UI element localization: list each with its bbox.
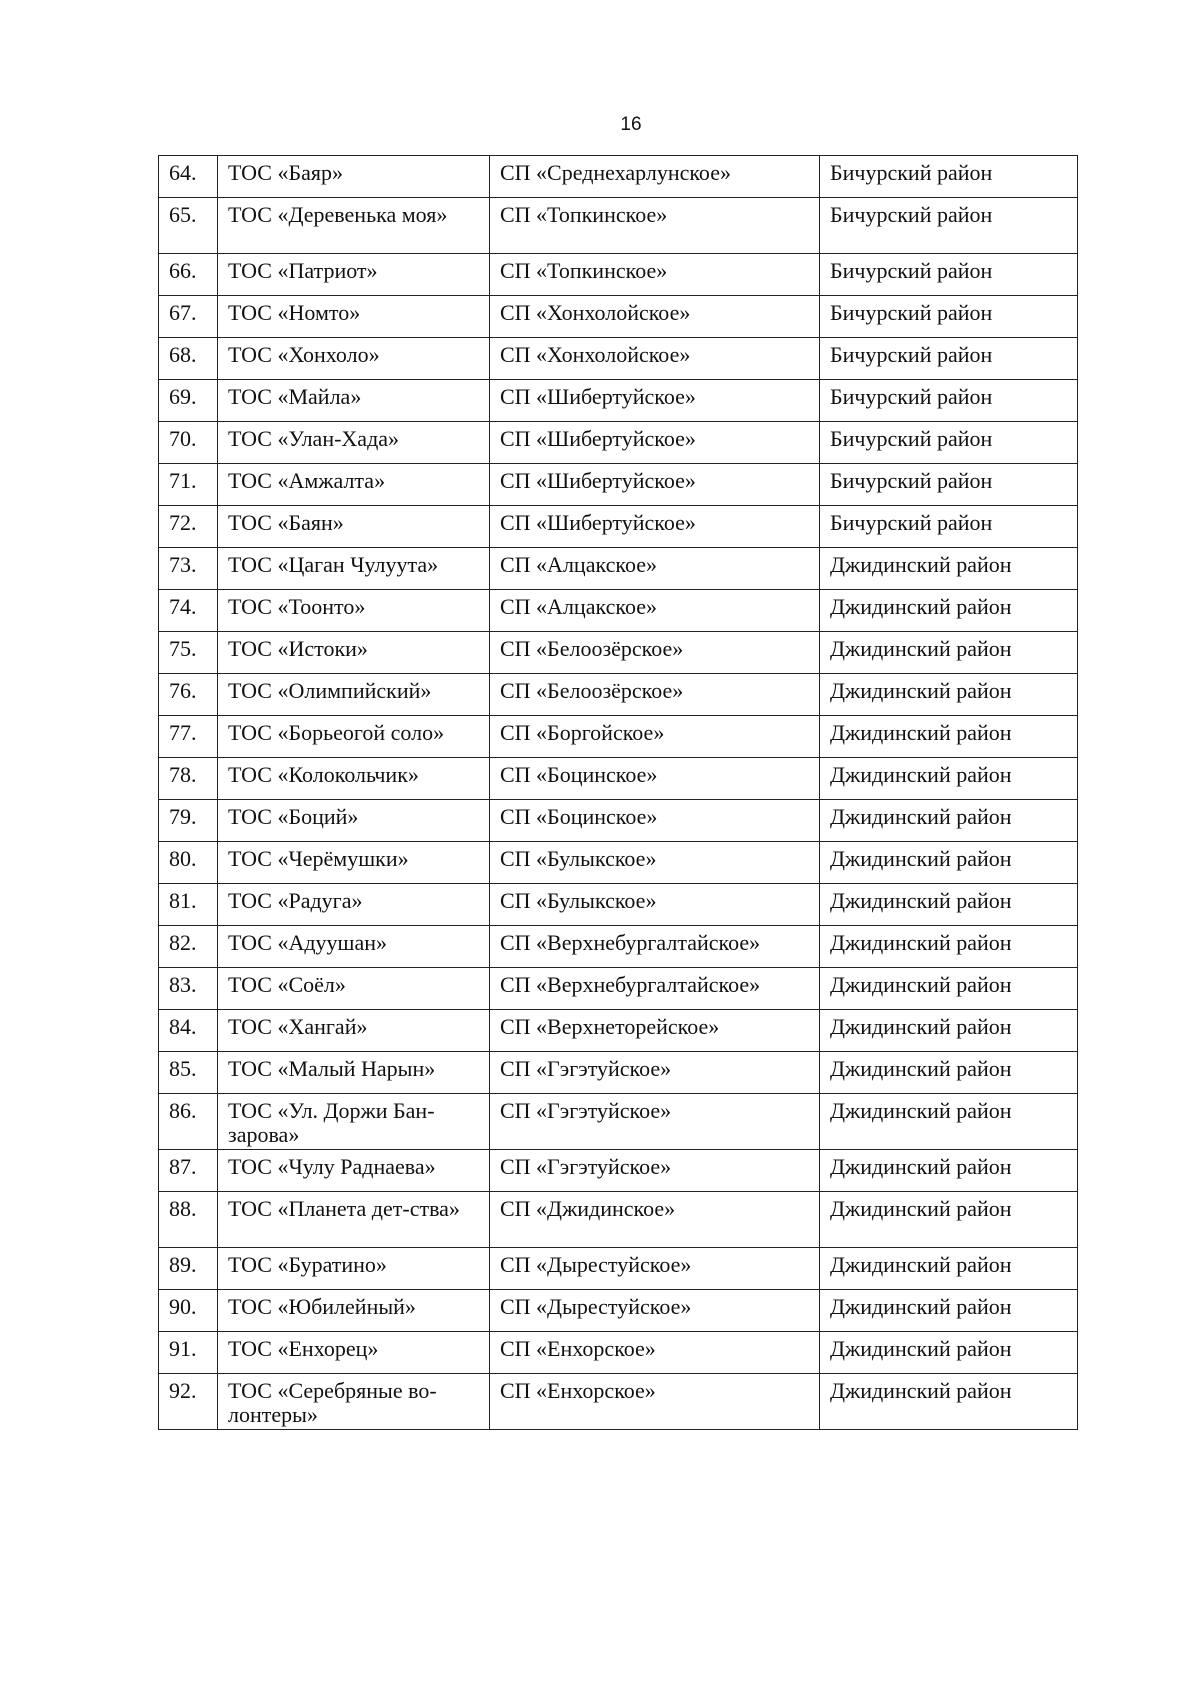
row-number: 83. xyxy=(159,968,218,1010)
settlement-name: СП «Хонхолойское» xyxy=(490,338,820,380)
row-number: 81. xyxy=(159,884,218,926)
tos-name: ТОС «Деревенька моя» xyxy=(218,198,490,254)
table-row xyxy=(159,758,1078,800)
district-name: Бичурский район xyxy=(820,254,1078,296)
row-number: 76. xyxy=(159,674,218,716)
district-name: Бичурский район xyxy=(820,296,1078,338)
tos-name: ТОС «Черёмушки» xyxy=(218,842,490,884)
district-name: Джидинский район xyxy=(820,1248,1078,1290)
settlement-name: СП «Белоозёрское» xyxy=(490,674,820,716)
row-number: 92. xyxy=(159,1374,218,1430)
table-row xyxy=(159,884,1078,926)
table-row xyxy=(159,380,1078,422)
settlement-name: СП «Шибертуйское» xyxy=(490,422,820,464)
district-name: Джидинский район xyxy=(820,800,1078,842)
row-number: 88. xyxy=(159,1192,218,1248)
settlement-name: СП «Среднехарлунское» xyxy=(490,156,820,198)
table-row xyxy=(159,1248,1078,1290)
district-name: Бичурский район xyxy=(820,506,1078,548)
tos-name: ТОС «Колокольчик» xyxy=(218,758,490,800)
district-name: Джидинский район xyxy=(820,1332,1078,1374)
district-name: Джидинский район xyxy=(820,1094,1078,1150)
settlement-name: СП «Боцинское» xyxy=(490,800,820,842)
district-name: Джидинский район xyxy=(820,842,1078,884)
district-name: Джидинский район xyxy=(820,884,1078,926)
row-number: 68. xyxy=(159,338,218,380)
tos-name: ТОС «Патриот» xyxy=(218,254,490,296)
tos-name: ТОС «Малый Нарын» xyxy=(218,1052,490,1094)
tos-name: ТОС «Баян» xyxy=(218,506,490,548)
district-name: Джидинский район xyxy=(820,590,1078,632)
district-name: Бичурский район xyxy=(820,338,1078,380)
settlement-name: СП «Боцинское» xyxy=(490,758,820,800)
table-row xyxy=(159,716,1078,758)
row-number: 70. xyxy=(159,422,218,464)
tos-name: ТОС «Истоки» xyxy=(218,632,490,674)
tos-name: ТОС «Адуушан» xyxy=(218,926,490,968)
tos-name: ТОС «Борьеогой соло» xyxy=(218,716,490,758)
row-number: 71. xyxy=(159,464,218,506)
table-row xyxy=(159,1332,1078,1374)
row-number: 67. xyxy=(159,296,218,338)
settlement-name: СП «Шибертуйское» xyxy=(490,464,820,506)
settlement-name: СП «Шибертуйское» xyxy=(490,380,820,422)
table-row xyxy=(159,968,1078,1010)
row-number: 66. xyxy=(159,254,218,296)
table-row xyxy=(159,254,1078,296)
table-row xyxy=(159,1094,1078,1150)
table-row xyxy=(159,198,1078,254)
settlement-name: СП «Дырестуйское» xyxy=(490,1248,820,1290)
settlement-name: СП «Енхорское» xyxy=(490,1332,820,1374)
tos-name: ТОС «Олимпийский» xyxy=(218,674,490,716)
table-row xyxy=(159,1150,1078,1192)
tos-name: ТОС «Тоонто» xyxy=(218,590,490,632)
settlement-name: СП «Топкинское» xyxy=(490,254,820,296)
district-name: Джидинский район xyxy=(820,1192,1078,1248)
tos-name: ТОС «Радуга» xyxy=(218,884,490,926)
settlement-name: СП «Алцакское» xyxy=(490,548,820,590)
settlement-name: СП «Джидинское» xyxy=(490,1192,820,1248)
row-number: 69. xyxy=(159,380,218,422)
district-name: Джидинский район xyxy=(820,1150,1078,1192)
settlement-name: СП «Боргойское» xyxy=(490,716,820,758)
row-number: 82. xyxy=(159,926,218,968)
district-name: Бичурский район xyxy=(820,156,1078,198)
tos-name: ТОС «Соёл» xyxy=(218,968,490,1010)
district-name: Джидинский район xyxy=(820,632,1078,674)
district-name: Джидинский район xyxy=(820,1052,1078,1094)
district-name: Бичурский район xyxy=(820,464,1078,506)
tos-name: ТОС «Амжалта» xyxy=(218,464,490,506)
settlement-name: СП «Верхнебургалтайское» xyxy=(490,926,820,968)
settlement-name: СП «Гэгэтуйское» xyxy=(490,1094,820,1150)
table-row xyxy=(159,464,1078,506)
row-number: 73. xyxy=(159,548,218,590)
table-row xyxy=(159,548,1078,590)
row-number: 65. xyxy=(159,198,218,254)
tos-name: ТОС «Ул. Доржи Бан-зарова» xyxy=(218,1094,490,1150)
table-row xyxy=(159,422,1078,464)
tos-name: ТОС «Енхорец» xyxy=(218,1332,490,1374)
district-name: Джидинский район xyxy=(820,968,1078,1010)
table-row xyxy=(159,1010,1078,1052)
row-number: 77. xyxy=(159,716,218,758)
settlement-name: СП «Белоозёрское» xyxy=(490,632,820,674)
district-name: Джидинский район xyxy=(820,926,1078,968)
tos-name: ТОС «Хонхоло» xyxy=(218,338,490,380)
district-name: Джидинский район xyxy=(820,1010,1078,1052)
district-name: Джидинский район xyxy=(820,548,1078,590)
settlement-name: СП «Енхорское» xyxy=(490,1374,820,1430)
row-number: 64. xyxy=(159,156,218,198)
row-number: 75. xyxy=(159,632,218,674)
row-number: 90. xyxy=(159,1290,218,1332)
row-number: 72. xyxy=(159,506,218,548)
table-row xyxy=(159,296,1078,338)
row-number: 91. xyxy=(159,1332,218,1374)
tos-name: ТОС «Баяр» xyxy=(218,156,490,198)
tos-name: ТОС «Цаган Чулуута» xyxy=(218,548,490,590)
settlement-name: СП «Булыкское» xyxy=(490,884,820,926)
settlement-name: СП «Дырестуйское» xyxy=(490,1290,820,1332)
tos-name: ТОС «Улан-Хада» xyxy=(218,422,490,464)
row-number: 74. xyxy=(159,590,218,632)
table-row xyxy=(159,926,1078,968)
settlement-name: СП «Гэгэтуйское» xyxy=(490,1150,820,1192)
table-row xyxy=(159,632,1078,674)
settlement-name: СП «Гэгэтуйское» xyxy=(490,1052,820,1094)
row-number: 85. xyxy=(159,1052,218,1094)
tos-name: ТОС «Буратино» xyxy=(218,1248,490,1290)
row-number: 79. xyxy=(159,800,218,842)
tos-name: ТОС «Серебряные во-лонтеры» xyxy=(218,1374,490,1430)
table-row xyxy=(159,156,1078,198)
row-number: 87. xyxy=(159,1150,218,1192)
tos-name: ТОС «Планета дет-ства» xyxy=(218,1192,490,1248)
settlement-name: СП «Хонхолойское» xyxy=(490,296,820,338)
table-row xyxy=(159,1052,1078,1094)
tos-name: ТОС «Номто» xyxy=(218,296,490,338)
table-row xyxy=(159,800,1078,842)
tos-table xyxy=(158,155,1078,1430)
row-number: 84. xyxy=(159,1010,218,1052)
tos-name: ТОС «Юбилейный» xyxy=(218,1290,490,1332)
district-name: Бичурский район xyxy=(820,198,1078,254)
table-row xyxy=(159,1192,1078,1248)
district-name: Бичурский район xyxy=(820,380,1078,422)
district-name: Джидинский район xyxy=(820,758,1078,800)
row-number: 78. xyxy=(159,758,218,800)
row-number: 89. xyxy=(159,1248,218,1290)
district-name: Джидинский район xyxy=(820,674,1078,716)
table-row xyxy=(159,842,1078,884)
tos-name: ТОС «Чулу Раднаева» xyxy=(218,1150,490,1192)
district-name: Джидинский район xyxy=(820,1374,1078,1430)
table-row xyxy=(159,1290,1078,1332)
page-number: 16 xyxy=(620,114,642,135)
settlement-name: СП «Алцакское» xyxy=(490,590,820,632)
table-row xyxy=(159,674,1078,716)
settlement-name: СП «Верхнебургалтайское» xyxy=(490,968,820,1010)
district-name: Бичурский район xyxy=(820,422,1078,464)
table-row xyxy=(159,338,1078,380)
district-name: Джидинский район xyxy=(820,716,1078,758)
settlement-name: СП «Верхнеторейское» xyxy=(490,1010,820,1052)
tos-name: ТОС «Боций» xyxy=(218,800,490,842)
table-row xyxy=(159,590,1078,632)
row-number: 86. xyxy=(159,1094,218,1150)
tos-name: ТОС «Майла» xyxy=(218,380,490,422)
settlement-name: СП «Шибертуйское» xyxy=(490,506,820,548)
table-row xyxy=(159,506,1078,548)
tos-name: ТОС «Хангай» xyxy=(218,1010,490,1052)
settlement-name: СП «Булыкское» xyxy=(490,842,820,884)
row-number: 80. xyxy=(159,842,218,884)
table-row xyxy=(159,1374,1078,1430)
district-name: Джидинский район xyxy=(820,1290,1078,1332)
settlement-name: СП «Топкинское» xyxy=(490,198,820,254)
